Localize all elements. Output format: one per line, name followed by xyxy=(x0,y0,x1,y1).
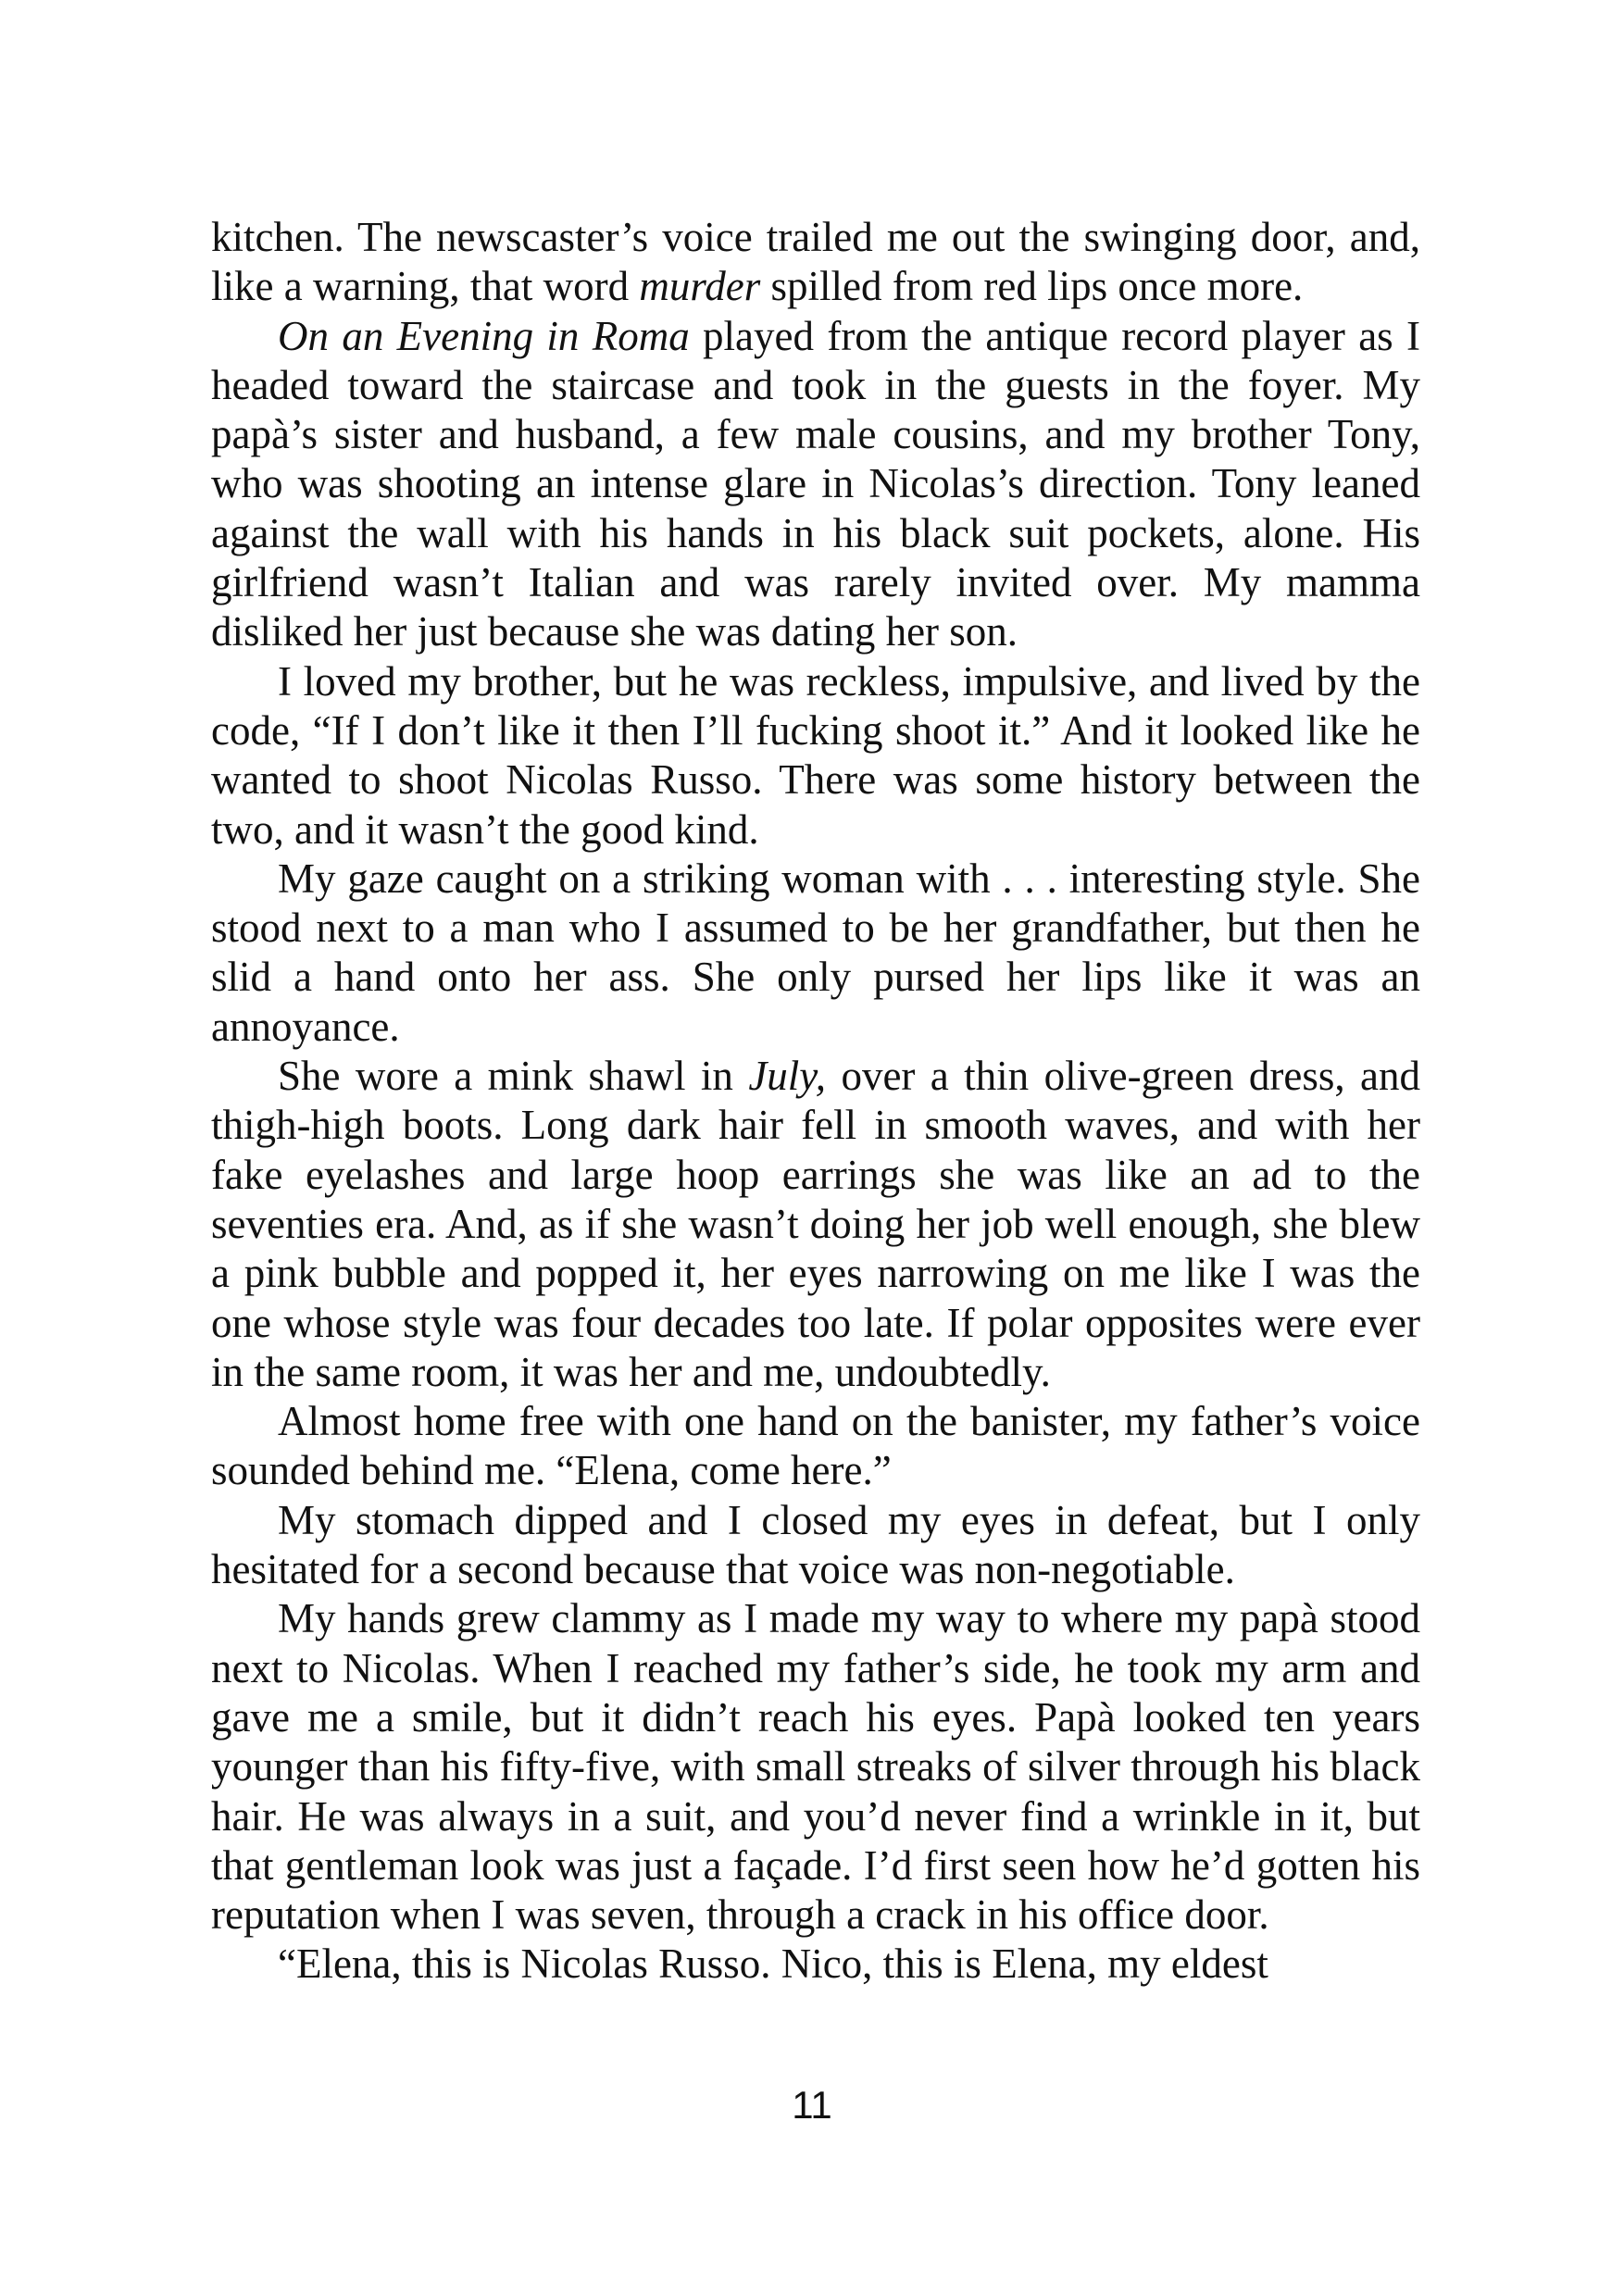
text-run: My stomach dipped and I closed my eyes in defeat, but I only hesitated for a second because that voice was non-negotiable. xyxy=(211,1496,1420,1593)
paragraph xyxy=(211,1052,1420,1397)
paragraph xyxy=(211,657,1420,855)
page-number: 11 xyxy=(792,2083,832,2127)
italic-text: On an Evening in Roma xyxy=(278,312,690,359)
paragraph xyxy=(211,213,1420,312)
paragraph xyxy=(211,1940,1420,1989)
text-run: played from the antique record player as I headed toward the staircase and took in the guests in the foyer. My papà’s sister and husband, a few male cousins, and my brother Tony, who was shooting an intense glare in Nicolas’s direction. Tony leaned against the wall with his hands in his black suit pockets, alone. His girlfriend wasn’t Italian and was rarely invited over. My mamma disliked her just because she was dating her son. xyxy=(211,312,1421,655)
italic-text: July, xyxy=(748,1053,827,1100)
text-run: “Elena, this is Nicolas Russo. Nico, this is Elena, my eldest xyxy=(278,1940,1268,1988)
paragraph xyxy=(211,1496,1420,1595)
italic-text: murder xyxy=(639,263,761,310)
text-run: kitchen. The newscaster’s voice trailed me out the swinging door, and, like a warning, that word xyxy=(211,214,1420,310)
paragraph xyxy=(211,312,1420,657)
text-run: She wore a mink shawl in xyxy=(278,1053,749,1100)
paragraph xyxy=(211,1397,1420,1496)
text-run: My hands grew clammy as I made my way to where my papà stood next to Nicolas. When I reached my father’s side, he took my arm and gave me a smile, but it didn’t reach his eyes. Papà looked ten years younger than his fifty-five, with small streaks of silver through his black hair. He was always in a suit, and you’d never find a wrinkle in it, but that gentleman look was just a façade. I’d first seen how he’d gotten his reputation when I was seven, through a crack in his office door. xyxy=(211,1595,1420,1939)
text-run: spilled from red lips once more. xyxy=(760,263,1304,310)
body-text xyxy=(211,213,1420,1990)
paragraph xyxy=(211,855,1420,1052)
text-run: Almost home free with one hand on the banister, my father’s voice sounded behind me. “Elena, come here.” xyxy=(211,1398,1420,1494)
paragraph xyxy=(211,1594,1420,1940)
text-run: over a thin olive-green dress, and thigh-high boots. Long dark hair fell in smooth waves, and with her fake eyelashes and large hoop earrings she was like an ad to the seventies era. And, as if she wasn’t doing her job well enough, she blew a pink bubble and popped it, her eyes narrowing on me like I was the one whose style was four decades too late. If polar opposites were ever in the same room, it was her and me, undoubtedly. xyxy=(211,1053,1420,1395)
text-run: My gaze caught on a striking woman with . . . interesting style. She stood next to a man who I assumed to be her grandfather, but then he slid a hand onto her ass. She only pursed her lips like it was an annoyance. xyxy=(211,855,1420,1050)
text-run: I loved my brother, but he was reckless, impulsive, and lived by the code, “If I don’t like it then I’ll fucking shoot it.” And it looked like he wanted to shoot Nicolas Russo. There was some history between the two, and it wasn’t the good kind. xyxy=(211,657,1420,853)
